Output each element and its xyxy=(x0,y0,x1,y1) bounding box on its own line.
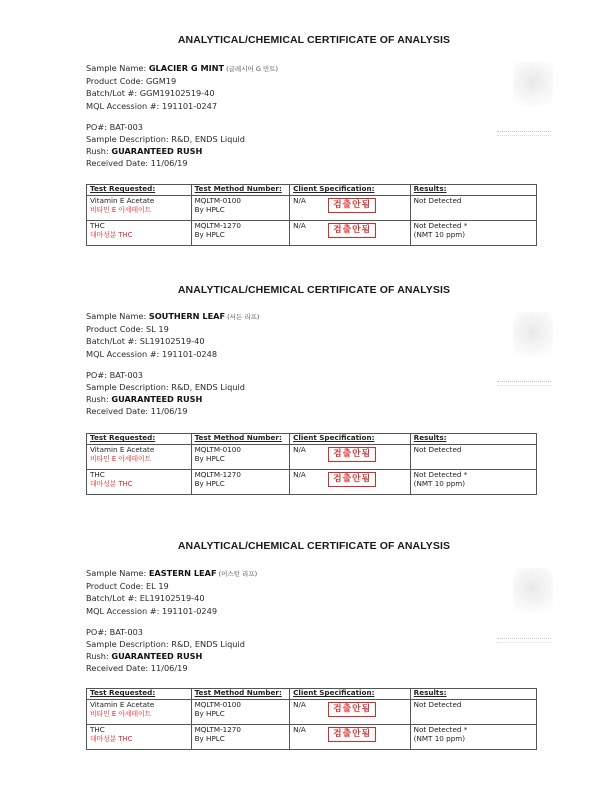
table-row xyxy=(87,700,537,725)
test-cell: THC 대마성분 THC xyxy=(87,221,192,246)
table-row xyxy=(87,470,537,495)
not-detected-stamp: 검출안됨 xyxy=(328,223,376,238)
rush-line xyxy=(86,393,259,405)
spec-cell: N/A 검출안됨 xyxy=(290,221,411,246)
received-date: Received Date: 11/06/19 xyxy=(86,158,188,169)
rush-label: Rush: xyxy=(86,394,109,405)
not-detected-stamp: 검출안됨 xyxy=(328,702,376,717)
spacer xyxy=(86,360,259,369)
certificate-southern-leaf xyxy=(0,250,608,488)
mql-accession: MQL Accession #: 191101-0247 xyxy=(86,100,218,111)
sample-name-korean: (글레시어 G 민트) xyxy=(226,65,279,73)
method-cell: MQLTM-0100 By HPLC xyxy=(191,445,290,470)
rush-value: GUARANTEED RUSH xyxy=(111,146,203,157)
test-korean: 비타민 E 아세테이트 xyxy=(90,454,152,463)
sample-name-line xyxy=(86,62,278,75)
rush-line xyxy=(86,650,257,662)
spec-cell: N/A 검출안됨 xyxy=(290,445,411,470)
sample-info xyxy=(86,310,259,418)
accreditation-seal xyxy=(513,312,553,356)
spec-cell: N/A 검출안됨 xyxy=(290,470,411,495)
sample-name-label: Sample Name: xyxy=(86,311,147,321)
not-detected-stamp: 검출안됨 xyxy=(328,727,376,742)
spec-cell: N/A 검출안됨 xyxy=(290,725,411,750)
certificate-eastern-leaf xyxy=(0,508,608,743)
po-number: PO#: BAT-003 xyxy=(86,121,144,132)
header-test-method: Test Method Number: xyxy=(191,185,290,196)
sample-description: Sample Description: R&D, ENDS Liquid xyxy=(86,134,245,145)
result-cell: Not Detected xyxy=(410,445,536,470)
product-code: Product Code: GGM19 xyxy=(86,76,177,87)
certificate-glacier-g-mint xyxy=(0,0,608,239)
table-header-row xyxy=(87,185,537,196)
po-number: PO#: BAT-003 xyxy=(86,369,144,380)
certificate-title: ANALYTICAL/CHEMICAL CERTIFICATE OF ANALYSIS xyxy=(177,284,451,296)
header-test-method: Test Method Number: xyxy=(191,689,290,700)
header-test-requested: Test Requested: xyxy=(87,434,192,445)
batch-lot: Batch/Lot #: GGM19102519-40 xyxy=(86,88,215,99)
received-date: Received Date: 11/06/19 xyxy=(86,406,188,417)
signature-line xyxy=(497,638,551,643)
batch-lot: Batch/Lot #: EL19102519-40 xyxy=(86,593,205,604)
accreditation-seal xyxy=(513,568,553,612)
test-korean: 대마성분 THC xyxy=(90,734,133,743)
sample-name-korean: (서든 리프) xyxy=(227,313,260,321)
results-table xyxy=(86,688,537,750)
method-cell: MQLTM-1270 By HPLC xyxy=(191,470,290,495)
test-korean: 대마성분 THC xyxy=(90,479,133,488)
not-detected-stamp: 검출안됨 xyxy=(328,447,376,462)
header-test-requested: Test Requested: xyxy=(87,185,192,196)
signature-line xyxy=(497,381,551,386)
certificate-title: ANALYTICAL/CHEMICAL CERTIFICATE OF ANALYSIS xyxy=(177,540,451,552)
sample-description: Sample Description: R&D, ENDS Liquid xyxy=(86,639,245,650)
mql-accession: MQL Accession #: 191101-0249 xyxy=(86,605,218,616)
sample-name: EASTERN LEAF xyxy=(148,568,217,578)
spacer xyxy=(86,112,278,121)
header-test-requested: Test Requested: xyxy=(87,689,192,700)
header-client-spec: Client Specification: xyxy=(290,689,411,700)
result-cell: Not Detected * (NMT 10 ppm) xyxy=(410,725,536,750)
header-client-spec: Client Specification: xyxy=(290,185,411,196)
test-cell: Vitamin E Acetate 비타민 E 아세테이트 xyxy=(87,700,192,725)
sample-info xyxy=(86,567,257,675)
spacer xyxy=(86,617,257,626)
rush-line xyxy=(86,145,278,157)
sample-name: GLACIER G MINT xyxy=(148,63,225,73)
test-cell: Vitamin E Acetate 비타민 E 아세테이트 xyxy=(87,445,192,470)
not-detected-stamp: 검출안됨 xyxy=(328,198,376,213)
not-detected-stamp: 검출안됨 xyxy=(328,472,376,487)
sample-description: Sample Description: R&D, ENDS Liquid xyxy=(86,382,245,393)
received-date: Received Date: 11/06/19 xyxy=(86,663,188,674)
header-results: Results: xyxy=(410,434,536,445)
result-cell: Not Detected * (NMT 10 ppm) xyxy=(410,470,536,495)
test-cell: THC 대마성분 THC xyxy=(87,470,192,495)
header-results: Results: xyxy=(410,689,536,700)
test-korean: 대마성분 THC xyxy=(90,230,133,239)
table-row xyxy=(87,196,537,221)
batch-lot: Batch/Lot #: SL19102519-40 xyxy=(86,336,205,347)
test-cell: Vitamin E Acetate 비타민 E 아세테이트 xyxy=(87,196,192,221)
sample-name-label: Sample Name: xyxy=(86,63,147,73)
certificate-title: ANALYTICAL/CHEMICAL CERTIFICATE OF ANALYSIS xyxy=(177,34,451,46)
method-cell: MQLTM-0100 By HPLC xyxy=(191,700,290,725)
product-code: Product Code: EL 19 xyxy=(86,581,169,592)
method-cell: MQLTM-0100 By HPLC xyxy=(191,196,290,221)
test-korean: 비타민 E 아세테이트 xyxy=(90,205,152,214)
signature-line xyxy=(497,131,551,136)
table-header-row xyxy=(87,434,537,445)
rush-label: Rush: xyxy=(86,651,109,662)
po-number: PO#: BAT-003 xyxy=(86,626,144,637)
spec-cell: N/A 검출안됨 xyxy=(290,700,411,725)
rush-value: GUARANTEED RUSH xyxy=(111,394,203,405)
table-row xyxy=(87,725,537,750)
header-client-spec: Client Specification: xyxy=(290,434,411,445)
results-table xyxy=(86,433,537,495)
table-row xyxy=(87,445,537,470)
test-cell: THC 대마성분 THC xyxy=(87,725,192,750)
header-results: Results: xyxy=(410,185,536,196)
spec-cell: N/A 검출안됨 xyxy=(290,196,411,221)
rush-value: GUARANTEED RUSH xyxy=(111,651,203,662)
mql-accession: MQL Accession #: 191101-0248 xyxy=(86,348,218,359)
sample-name-line xyxy=(86,310,259,323)
sample-name-label: Sample Name: xyxy=(86,568,147,578)
sample-name: SOUTHERN LEAF xyxy=(148,311,226,321)
results-table xyxy=(86,184,537,246)
table-header-row xyxy=(87,689,537,700)
result-cell: Not Detected xyxy=(410,700,536,725)
method-cell: MQLTM-1270 By HPLC xyxy=(191,221,290,246)
sample-info xyxy=(86,62,278,170)
result-cell: Not Detected xyxy=(410,196,536,221)
sample-name-korean: (이스턴 리프) xyxy=(218,570,258,578)
accreditation-seal xyxy=(513,62,553,106)
rush-label: Rush: xyxy=(86,146,109,157)
method-cell: MQLTM-1270 By HPLC xyxy=(191,725,290,750)
table-row xyxy=(87,221,537,246)
product-code: Product Code: SL 19 xyxy=(86,324,169,335)
test-korean: 비타민 E 아세테이트 xyxy=(90,709,152,718)
sample-name-line xyxy=(86,567,257,580)
result-cell: Not Detected * (NMT 10 ppm) xyxy=(410,221,536,246)
header-test-method: Test Method Number: xyxy=(191,434,290,445)
